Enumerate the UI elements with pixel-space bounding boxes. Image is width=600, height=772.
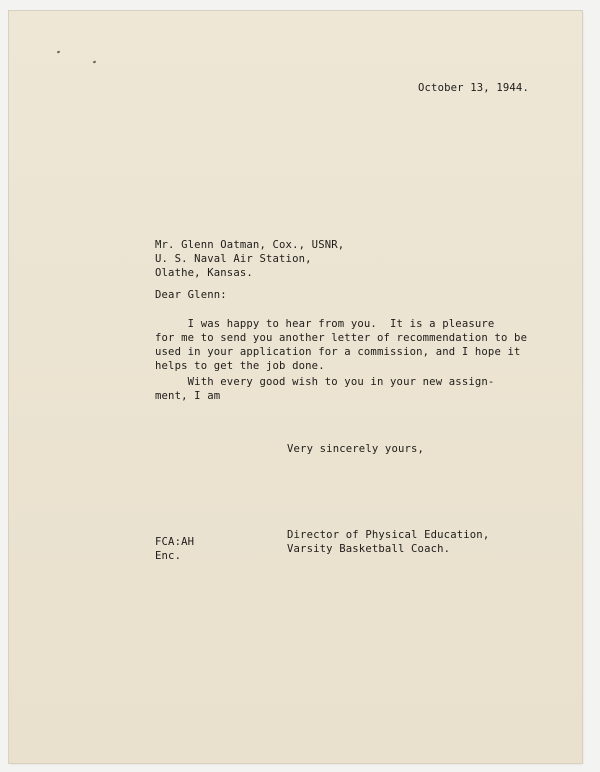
body-paragraph bbox=[155, 375, 494, 403]
body-line: used in your application for a commission, and I hope it bbox=[155, 346, 521, 358]
letter-page bbox=[9, 11, 582, 763]
title-line: Varsity Basketball Coach. bbox=[287, 543, 451, 555]
signature-title bbox=[287, 528, 489, 556]
address-line: Olathe, Kansas. bbox=[155, 267, 253, 279]
body-line: ment, I am bbox=[155, 390, 221, 402]
reference-line: Enc. bbox=[155, 550, 182, 562]
body-line: I was happy to hear from you. It is a pleasure bbox=[155, 318, 495, 330]
title-line: Director of Physical Education, bbox=[287, 529, 490, 541]
complimentary-closing: Very sincerely yours, bbox=[287, 443, 425, 455]
body-line: for me to send you another letter of recommendation to be bbox=[155, 332, 528, 344]
body-line: helps to get the job done. bbox=[155, 360, 325, 372]
paper-speck bbox=[57, 50, 61, 53]
reference-line: FCA:AH bbox=[155, 536, 195, 548]
reference-initials bbox=[155, 535, 194, 563]
body-paragraph bbox=[155, 317, 527, 373]
letter-date: October 13, 1944. bbox=[418, 82, 529, 94]
body-line: With every good wish to you in your new assign- bbox=[155, 376, 495, 388]
address-line: U. S. Naval Air Station, bbox=[155, 253, 312, 265]
salutation: Dear Glenn: bbox=[155, 289, 227, 301]
paper-speck bbox=[93, 60, 97, 63]
address-line: Mr. Glenn Oatman, Cox., USNR, bbox=[155, 239, 345, 251]
recipient-address bbox=[155, 238, 344, 280]
